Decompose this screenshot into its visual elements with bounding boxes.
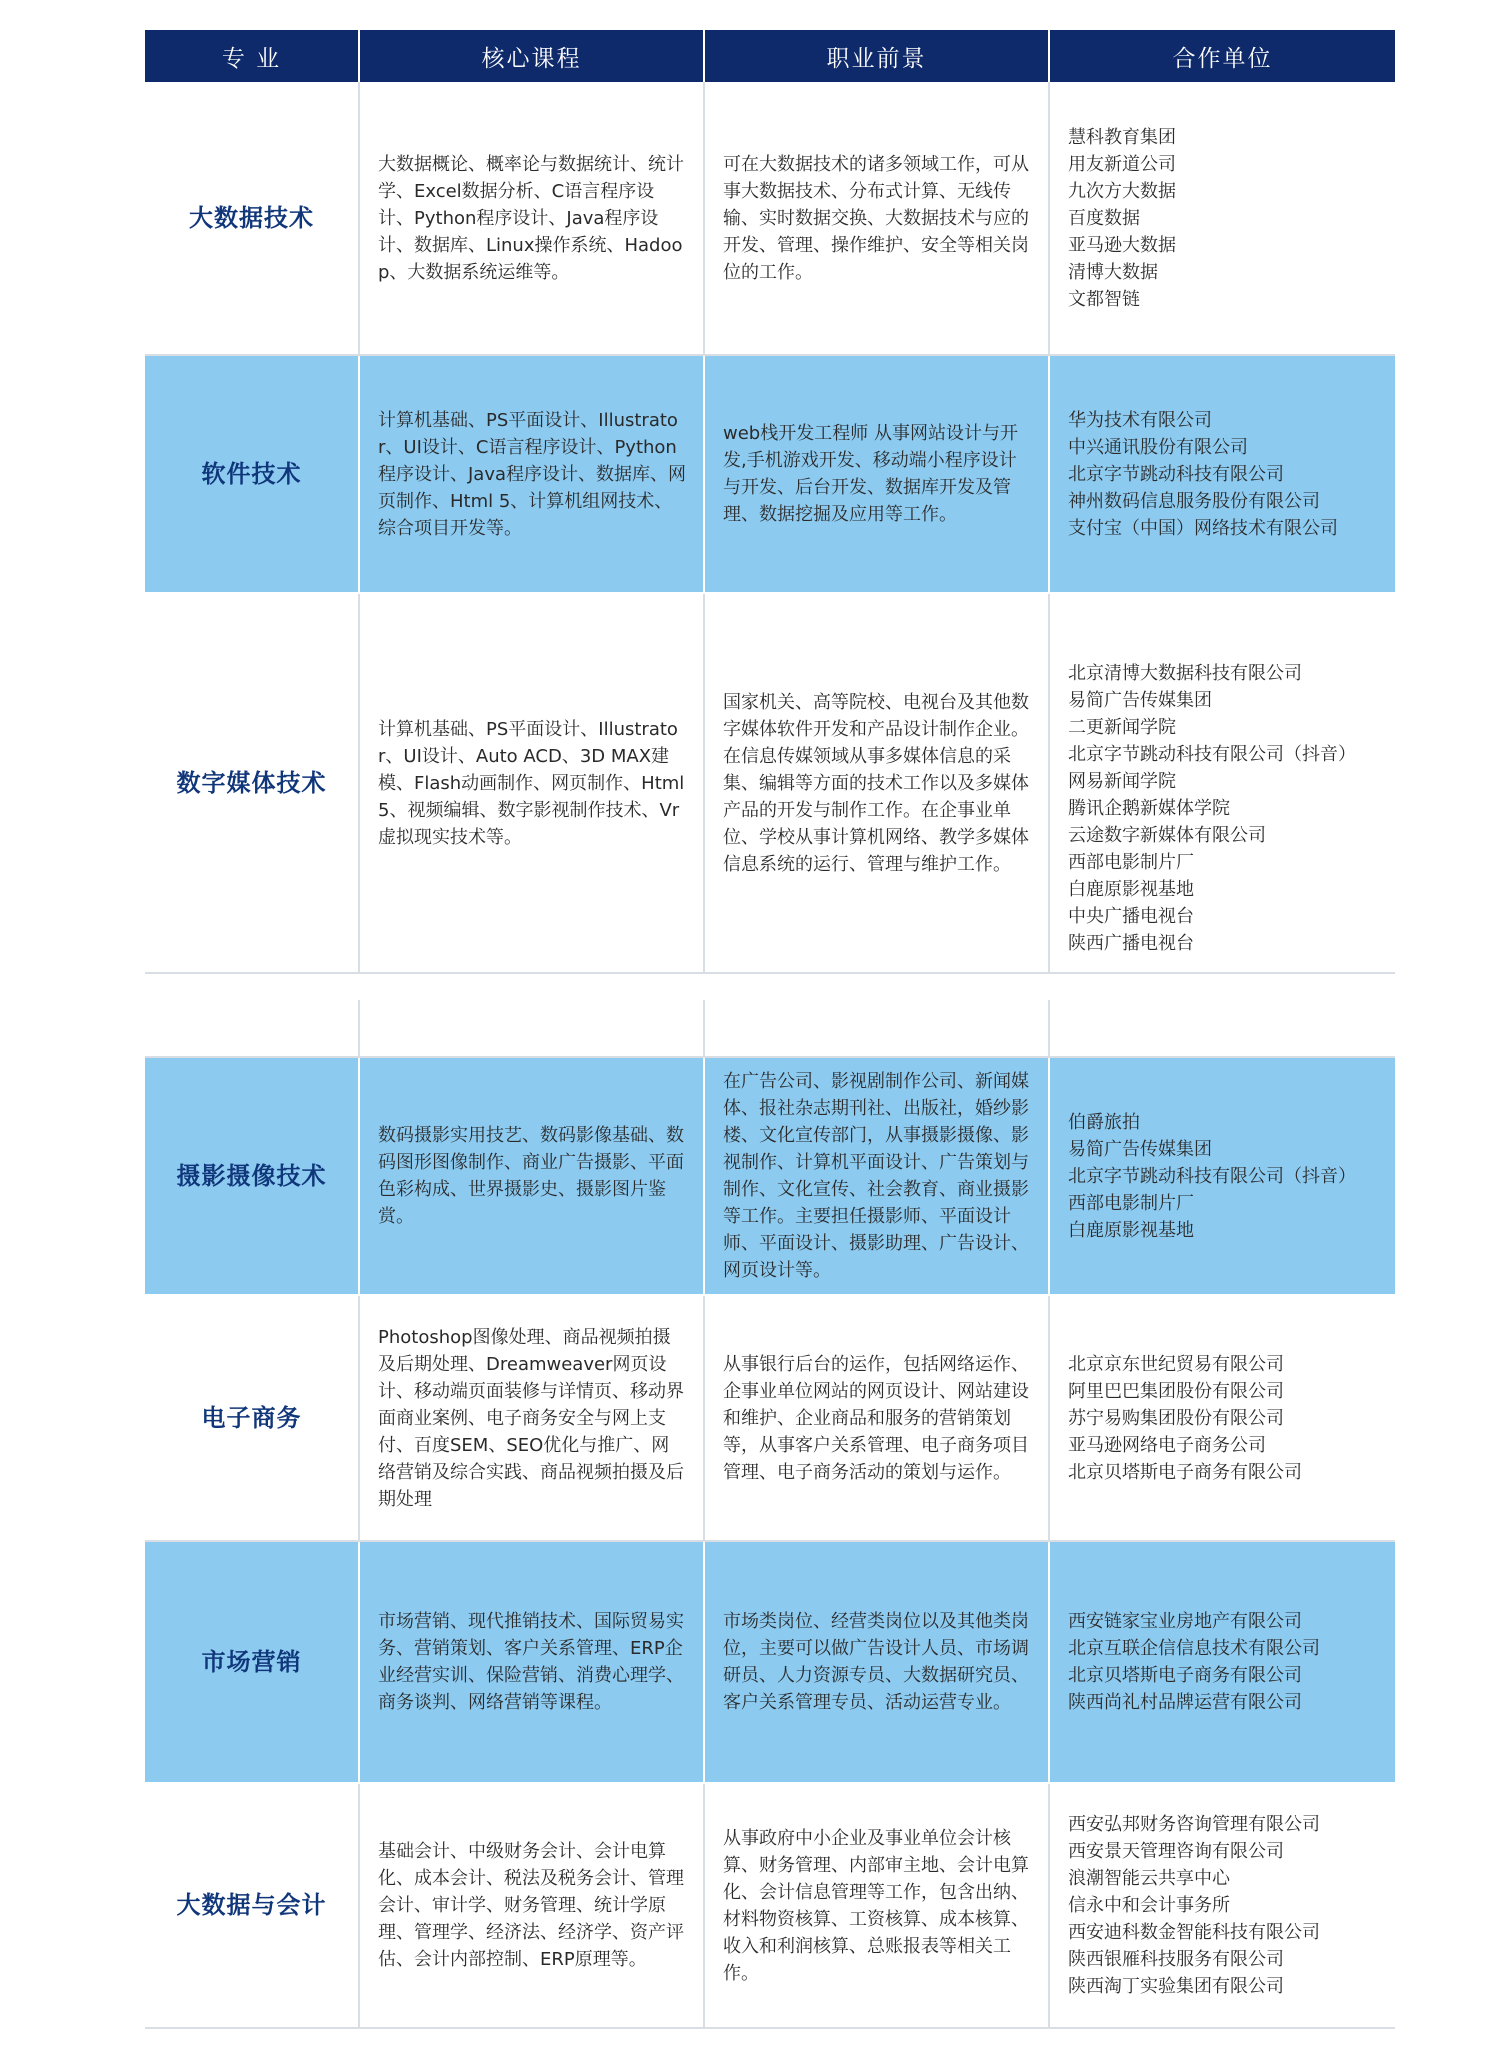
partner-units — [1049, 1541, 1395, 1783]
major-name: 大数据与会计 — [145, 1783, 359, 2028]
continuation-cell — [359, 1000, 704, 1057]
partner-list — [1068, 1608, 1379, 1716]
major-name: 大数据技术 — [145, 82, 359, 355]
partner-list — [1068, 1351, 1379, 1486]
major-label: 数字媒体技术 — [176, 768, 327, 797]
table-row — [145, 355, 1395, 593]
table-row — [145, 1783, 1395, 2028]
partner-item: 华为技术有限公司 — [1068, 409, 1212, 431]
partner-item: 陕西尚礼村品牌运营有限公司 — [1068, 1692, 1302, 1713]
major-name: 电子商务 — [145, 1295, 359, 1541]
partner-item: 陕西淘丁实验集团有限公司 — [1068, 1976, 1284, 1997]
major-name: 摄影摄像技术 — [145, 1057, 359, 1295]
partner-item: 亚马逊大数据 — [1068, 234, 1176, 256]
table-row — [145, 1057, 1395, 1295]
major-name: 软件技术 — [145, 355, 359, 593]
core-courses: 大数据概论、概率论与数据统计、统计学、Excel数据分析、C语言程序设计、Python程序设计、Java程序设计、数据库、Linux操作系统、Hadoop、大数据系统运维等。 — [359, 82, 704, 355]
continuation-cell — [1049, 1000, 1395, 1057]
partner-item: 北京京东世纪贸易有限公司 — [1068, 1353, 1284, 1375]
partner-item: 陕西广播电视台 — [1068, 933, 1194, 954]
majors-table-bottom — [145, 1000, 1395, 2029]
partner-item: 北京互联企信信息技术有限公司 — [1068, 1638, 1320, 1659]
partner-item: 白鹿原影视基地 — [1068, 1219, 1194, 1241]
partner-item: 西部电影制片厂 — [1068, 852, 1194, 873]
partner-units — [1049, 82, 1395, 355]
career-prospects: 在广告公司、影视剧制作公司、新闻媒体、报社杂志期刊社、出版社，婚纱影楼、文化宣传部门，从事摄影摄像、影视制作、计算机平面设计、广告策划与制作、文化宣传、社会教育、商业摄影等工作。主要担任摄影师、平面设计师、平面设计、摄影助理、广告设计、网页设计等。 — [704, 1057, 1049, 1295]
partner-item: 易简广告传媒集团 — [1068, 690, 1212, 711]
core-courses: 数码摄影实用技艺、数码影像基础、数码图形图像制作、商业广告摄影、平面色彩构成、世界摄影史、摄影图片鉴赏。 — [359, 1057, 704, 1295]
partner-item: 西部电影制片厂 — [1068, 1192, 1194, 1214]
career-prospects: 从事银行后台的运作，包括网络运作、企事业单位网站的网页设计、网站建设和维护、企业商品和服务的营销策划等，从事客户关系管理、电子商务项目管理、电子商务活动的策划与运作。 — [704, 1295, 1049, 1541]
partner-item: 北京字节跳动科技有限公司（抖音） — [1068, 744, 1356, 765]
header-partners: 合作单位 — [1049, 30, 1395, 82]
continuation-row — [145, 1000, 1395, 1057]
partner-item: 中兴通讯股份有限公司 — [1068, 436, 1248, 458]
header-prospects: 职业前景 — [704, 30, 1049, 82]
career-prospects: 国家机关、高等院校、电视台及其他数字媒体软件开发和产品设计制作企业。在信息传媒领域从事多媒体信息的采集、编辑等方面的技术工作以及多媒体产品的开发与制作工作。在企事业单位、学校从事计算机网络、教学多媒体信息系统的运行、管理与维护工作。 — [704, 593, 1049, 973]
career-prospects: web栈开发工程师 从事网站设计与开发,手机游戏开发、移动端小程序设计与开发、后台开发、数据库开发及管理、数据挖掘及应用等工作。 — [704, 355, 1049, 593]
partner-item: 北京字节跳动科技有限公司 — [1068, 463, 1284, 485]
partner-item: 北京字节跳动科技有限公司（抖音） — [1068, 1165, 1356, 1187]
career-prospects: 市场类岗位、经营类岗位以及其他类岗位，主要可以做广告设计人员、市场调研员、人力资源专员、大数据研究员、客户关系管理专员、活动运营专业。 — [704, 1541, 1049, 1783]
partner-units — [1049, 355, 1395, 593]
partner-item: 亚马逊网络电子商务公司 — [1068, 1434, 1266, 1456]
table-row — [145, 593, 1395, 973]
partner-item: 文都智链 — [1068, 288, 1140, 310]
partner-units — [1049, 1295, 1395, 1541]
core-courses: 计算机基础、PS平面设计、Illustrator、UI设计、C语言程序设计、Python程序设计、Java程序设计、数据库、网页制作、Html 5、计算机组网技术、综合项目开发等。 — [359, 355, 704, 593]
partner-item: 陕西银雁科技服务有限公司 — [1068, 1949, 1284, 1970]
header-courses: 核心课程 — [359, 30, 704, 82]
partner-units — [1049, 1057, 1395, 1295]
core-courses: 基础会计、中级财务会计、会计电算化、成本会计、税法及税务会计、管理会计、审计学、财务管理、统计学原理、管理学、经济法、经济学、资产评估、会计内部控制、ERP原理等。 — [359, 1783, 704, 2028]
partner-list — [1068, 124, 1379, 313]
partner-item: 苏宁易购集团股份有限公司 — [1068, 1407, 1284, 1429]
partner-item: 西安链家宝业房地产有限公司 — [1068, 1611, 1302, 1632]
partner-item: 百度数据 — [1068, 207, 1140, 229]
major-name: 市场营销 — [145, 1541, 359, 1783]
partner-item: 西安迪科数金智能科技有限公司 — [1068, 1922, 1320, 1943]
partner-item: 二更新闻学院 — [1068, 717, 1176, 738]
continuation-cell — [145, 1000, 359, 1057]
partner-item: 北京贝塔斯电子商务有限公司 — [1068, 1461, 1302, 1483]
partner-item: 神州数码信息服务股份有限公司 — [1068, 490, 1320, 512]
major-name — [145, 593, 359, 973]
partner-item: 云途数字新媒体有限公司 — [1068, 825, 1266, 846]
partner-item: 支付宝（中国）网络技术有限公司 — [1068, 517, 1338, 539]
core-courses: 计算机基础、PS平面设计、Illustrator、UI设计、Auto ACD、3D MAX建模、Flash动画制作、网页制作、Html 5、视频编辑、数字影视制作技术、Vr虚拟现实技术等。 — [359, 593, 704, 973]
partner-item: 腾讯企鹅新媒体学院 — [1068, 798, 1230, 819]
partner-item: 信永中和会计事务所 — [1068, 1895, 1230, 1916]
partner-item: 白鹿原影视基地 — [1068, 879, 1194, 900]
table-row — [145, 1541, 1395, 1783]
partner-item: 用友新道公司 — [1068, 153, 1176, 175]
partner-item: 清博大数据 — [1068, 261, 1158, 283]
partner-item: 北京清博大数据科技有限公司 — [1068, 663, 1302, 684]
partner-item: 伯爵旅拍 — [1068, 1111, 1140, 1133]
partner-item: 网易新闻学院 — [1068, 771, 1176, 792]
header-major: 专 业 — [145, 30, 359, 82]
partner-item: 阿里巴巴集团股份有限公司 — [1068, 1380, 1284, 1402]
table-header-row — [145, 30, 1395, 82]
continuation-cell — [704, 1000, 1049, 1057]
partner-item: 浪潮智能云共享中心 — [1068, 1868, 1230, 1889]
partner-units — [1049, 593, 1395, 973]
partner-list — [1068, 1811, 1379, 2000]
partner-units — [1049, 1783, 1395, 2028]
partner-item: 西安景天管理咨询有限公司 — [1068, 1841, 1284, 1862]
majors-table-top — [145, 30, 1395, 974]
partner-item: 慧科教育集团 — [1068, 126, 1176, 148]
career-prospects: 从事政府中小企业及事业单位会计核算、财务管理、内部审主地、会计电算化、会计信息管理等工作，包含出纳、材料物资核算、工资核算、成本核算、收入和利润核算、总账报表等相关工作。 — [704, 1783, 1049, 2028]
partner-list — [1068, 1109, 1379, 1244]
partner-list — [1068, 407, 1379, 542]
core-courses: 市场营销、现代推销技术、国际贸易实务、营销策划、客户关系管理、ERP企业经营实训、保险营销、消费心理学、商务谈判、网络营销等课程。 — [359, 1541, 704, 1783]
partner-item: 易简广告传媒集团 — [1068, 1138, 1212, 1160]
partner-item: 北京贝塔斯电子商务有限公司 — [1068, 1665, 1302, 1686]
core-courses: Photoshop图像处理、商品视频拍摄及后期处理、Dreamweaver网页设计、移动端页面装修与详情页、移动界面商业案例、电子商务安全与网上支付、百度SEM、SEO优化与推广、网络营销及综合实践、商品视频拍摄及后期处理 — [359, 1295, 704, 1541]
table-row — [145, 82, 1395, 355]
table-row — [145, 1295, 1395, 1541]
partner-item: 西安弘邦财务咨询管理有限公司 — [1068, 1814, 1320, 1835]
career-prospects: 可在大数据技术的诸多领域工作，可从事大数据技术、分布式计算、无线传输、实时数据交换、大数据技术与应的开发、管理、操作维护、安全等相关岗位的工作。 — [704, 82, 1049, 355]
partner-list — [1068, 660, 1379, 957]
partner-item: 九次方大数据 — [1068, 180, 1176, 202]
partner-item: 中央广播电视台 — [1068, 906, 1194, 927]
